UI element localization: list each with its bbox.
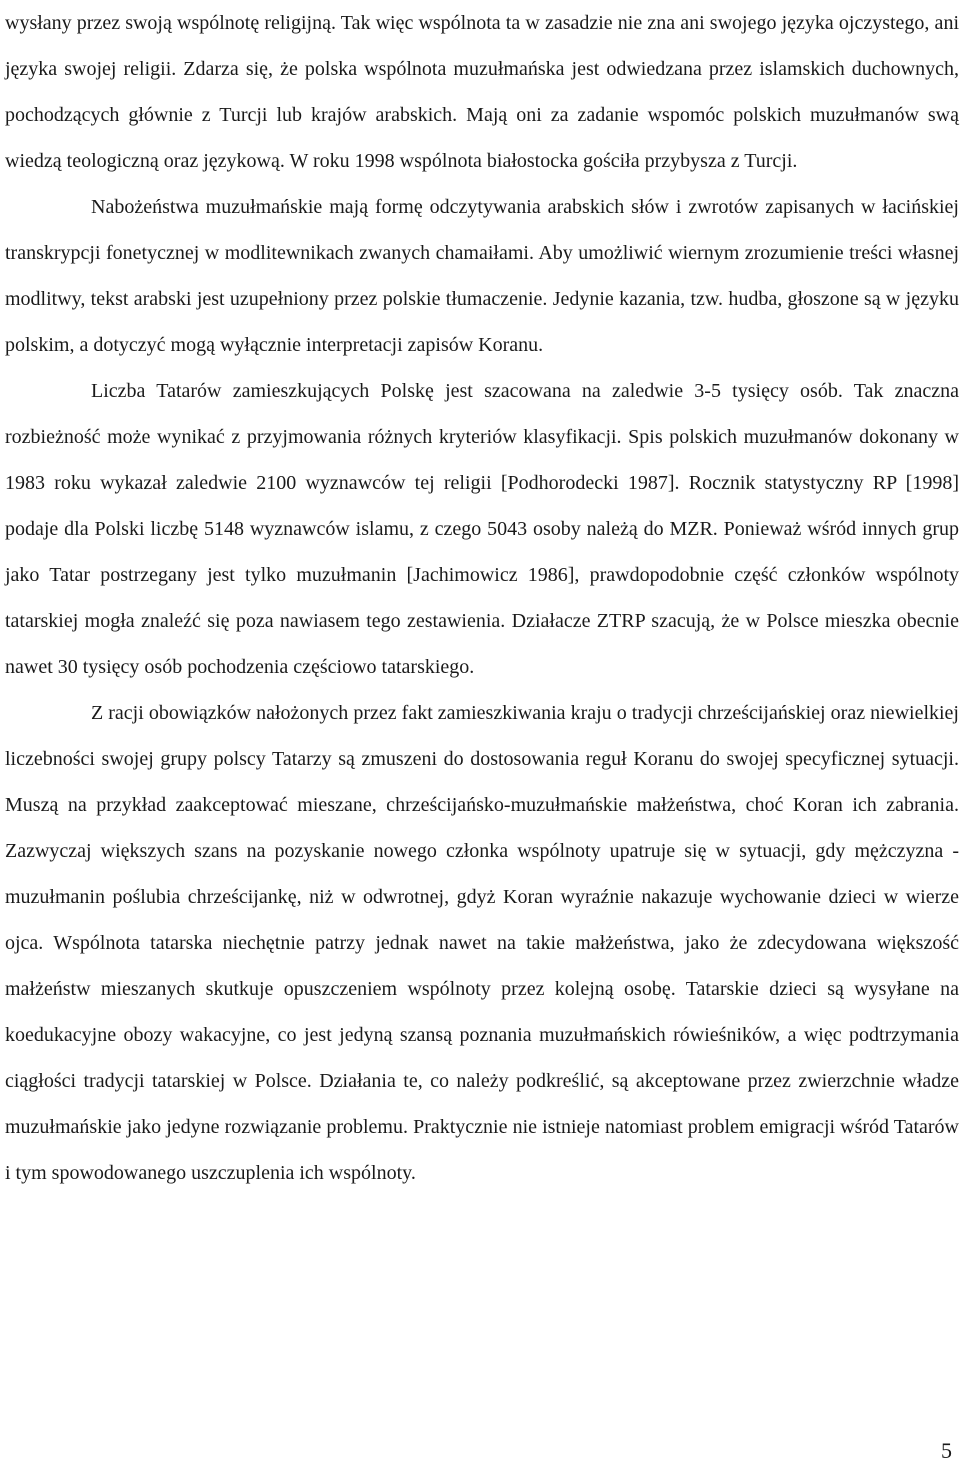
paragraph-prayers: Nabożeństwa muzułmańskie mają formę odczytywania arabskich słów i zwrotów zapisanych w łacińskiej transkrypcji fonetycznej w modlitewnikach zwanych chamaiłami. Aby umożliwić wiernym zrozumienie treści własnej modlitwy, tekst arabski jest uzupełniony przez polskie tłumaczenie. Jedynie kazania, tzw. hudba, głoszone są w języku polskim, a dotyczyć mogą wyłącznie interpretacji zapisów Koranu. [5, 196, 959, 356]
paragraph-population: Liczba Tatarów zamieszkujących Polskę jest szacowana na zaledwie 3-5 tysięcy osób. Tak znaczna rozbieżność może wynikać z przyjmowania różnych kryteriów klasyfikacji. Spis polskich muzułmanów dokonany w 1983 roku wykazał zaledwie 2100 wyznawców tej religii [Podhorodecki 1987]. Rocznik statystyczny RP [1998] podaje dla Polski liczbę 5148 wyznawców islamu, z czego 5043 osoby należą do MZR. Ponieważ wśród innych grup jako Tatar postrzegany jest tylko muzułmanin [Jachimowicz 1986], prawdopodobnie część członków wspólnoty tatarskiej mogła znaleźć się poza nawiasem tego zestawienia. Działacze ZTRP szacują, że w Polsce mieszka obecnie nawet 30 tysięcy osób pochodzenia częściowo tatarskiego. [5, 380, 959, 678]
paragraph-continued: wysłany przez swoją wspólnotę religijną. Tak więc wspólnota ta w zasadzie nie zna ani swojego języka ojczystego, ani języka swojej religii. Zdarza się, że polska wspólnota muzułmańska jest odwiedzana przez islamskich duchownych, pochodzących głównie z Turcji lub krajów arabskich. Mają oni za zadanie wspomóc polskich muzułmanów swą wiedzą teologiczną oraz językową. W roku 1998 wspólnota białostocka gościła przybysza z Turcji. [5, 12, 959, 172]
paragraph-adaptation: Z racji obowiązków nałożonych przez fakt zamieszkiwania kraju o tradycji chrześcijańskiej oraz niewielkiej liczebności swojej grupy polscy Tatarzy są zmuszeni do dostosowania reguł Koranu do swojej specyficznej sytuacji. Muszą na przykład zaakceptować mieszane, chrześcijańsko-muzułmańskie małżeństwa, choć Koran ich zabrania. Zazwyczaj większych szans na pozyskanie nowego członka wspólnoty upatruje się w sytuacji, gdy mężczyzna - muzułmanin poślubia chrześcijankę, niż w odwrotnej, gdyż Koran wyraźnie nakazuje wychowanie dzieci w wierze ojca. Wspólnota tatarska niechętnie patrzy jednak nawet na takie małżeństwa, jako że zdecydowana większość małżeństw mieszanych skutkuje opuszczeniem wspólnoty przez kolejną osobę. Tatarskie dzieci są wysyłane na koedukacyjne obozy wakacyjne, co jest jedyną szansą poznania muzułmańskich rówieśników, a więc podtrzymania ciągłości tradycji tatarskiej w Polsce. Działania te, co należy podkreślić, są akceptowane przez zwierzchnie władze muzułmańskie jako jedyne rozwiązanie problemu. Praktycznie nie istnieje natomiast problem emigracji wśród Tatarów i tym spowodowanego uszczuplenia ich wspólnoty. [5, 702, 959, 1184]
body-text [5, 0, 959, 1196]
page-number: 5 [941, 1438, 952, 1463]
